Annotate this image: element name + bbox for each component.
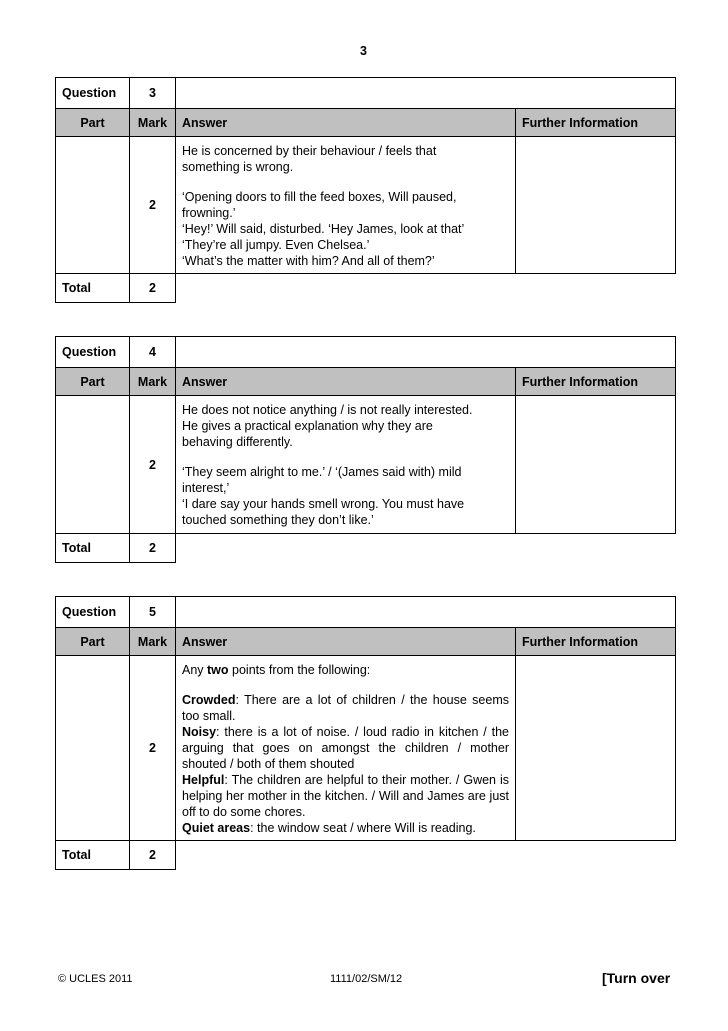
mark-header: Mark	[130, 368, 176, 396]
answer-line: frowning.’	[182, 206, 236, 220]
further-info-cell	[516, 396, 676, 534]
answer-cell	[176, 137, 516, 274]
mark-value: 2	[130, 656, 176, 841]
part-header: Part	[56, 109, 130, 137]
question-4-table	[55, 336, 676, 563]
mark-value: 2	[130, 137, 176, 274]
question-label: Question	[56, 337, 130, 368]
answer-intro: Any two points from the following:	[182, 663, 371, 677]
answer-line: touched something they don’t like.’	[182, 513, 374, 527]
answer-line: behaving differently.	[182, 435, 293, 449]
question-number: 5	[130, 597, 176, 628]
question-number: 3	[130, 78, 176, 109]
answer-header: Answer	[176, 109, 516, 137]
question-label: Question	[56, 78, 130, 109]
further-info-cell	[516, 137, 676, 274]
total-label: Total	[56, 841, 130, 870]
answer-line: He gives a practical explanation why they are	[182, 419, 433, 433]
part-header: Part	[56, 368, 130, 396]
answer-cell	[176, 396, 516, 534]
answer-line: He does not notice anything / is not really interested.	[182, 403, 473, 417]
total-label: Total	[56, 534, 130, 563]
mark-value: 2	[130, 396, 176, 534]
further-info-header: Further Information	[516, 109, 676, 137]
total-label: Total	[56, 274, 130, 303]
answer-line: ‘What’s the matter with him? And all of them?’	[182, 254, 435, 268]
further-info-header: Further Information	[516, 368, 676, 396]
point-noisy: Noisy: there is a lot of noise. / loud radio in kitchen / the arguing that goes on amongst the children / mother shouted / both of them shouted	[182, 725, 509, 771]
total-value: 2	[130, 534, 176, 563]
question-5-table	[55, 596, 676, 870]
answer-line: ‘I dare say your hands smell wrong. You must have	[182, 497, 465, 511]
point-crowded: Crowded: There are a lot of children / the house seems too small.	[182, 693, 509, 723]
answer-line: ‘Opening doors to fill the feed boxes, Will paused,	[182, 190, 457, 204]
answer-line: He is concerned by their behaviour / feels that	[182, 144, 437, 158]
further-info-cell	[516, 656, 676, 841]
answer-line: something is wrong.	[182, 160, 294, 174]
mark-header: Mark	[130, 109, 176, 137]
answer-line: ‘Hey!’ Will said, disturbed. ‘Hey James, look at that’	[182, 222, 465, 236]
further-info-header: Further Information	[516, 628, 676, 656]
answer-line: interest,’	[182, 481, 230, 495]
question-number: 4	[130, 337, 176, 368]
question-3-table	[55, 77, 676, 303]
answer-cell	[176, 656, 516, 841]
answer-header: Answer	[176, 628, 516, 656]
total-value: 2	[130, 274, 176, 303]
answer-line: ‘They seem alright to me.’ / ‘(James said with) mild	[182, 465, 462, 479]
point-helpful: Helpful: The children are helpful to their mother. / Gwen is helping her mother in the kitchen. / Will and James are just off to do some chores.	[182, 773, 509, 819]
total-value: 2	[130, 841, 176, 870]
footer-code: 1111/02/SM/12	[330, 973, 403, 985]
part-header: Part	[56, 628, 130, 656]
point-quiet-areas: Quiet areas: the window seat / where Will is reading.	[182, 821, 476, 835]
question-label: Question	[56, 597, 130, 628]
mark-header: Mark	[130, 628, 176, 656]
turn-over-label: [Turn over	[602, 970, 671, 986]
answer-line: ‘They’re all jumpy. Even Chelsea.’	[182, 238, 370, 252]
footer-copyright: © UCLES 2011	[58, 973, 133, 985]
answer-header: Answer	[176, 368, 516, 396]
